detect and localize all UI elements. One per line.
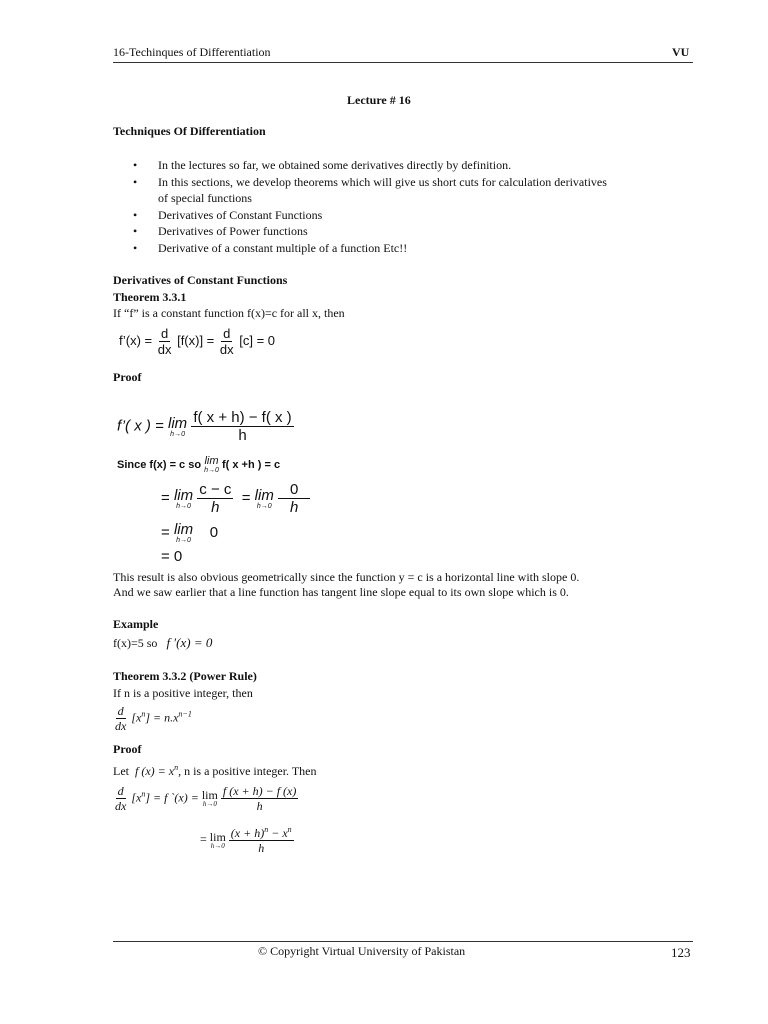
example-label: Example xyxy=(113,617,159,631)
proof-image: f’( x ) = lim h→0 $\frac{f( x + h) - f( x )}{h}$ Since f(x) = c so lim h→0 f( x +h ) = c = lim h→0 $\frac{c - c}{h}$ = lim h→0 $\frac{0}{h}$ = lim h→0 0 = 0 xyxy=(113,398,369,566)
power-proof-step-1: $\frac{d}{dx}$ $[x^n] = f$ `(x) = lim h→0 $\frac{f (x + h) - f (x)}{h}$ xyxy=(115,784,297,813)
theorem-332: Theorem 3.3.2 (Power Rule) xyxy=(113,669,257,683)
lecture-title: Lecture # 16 xyxy=(347,93,411,107)
header-rule xyxy=(113,62,693,63)
power-proof-step-2: = lim h→0 $\frac{(x + h)^n - x^n}{h}$ xyxy=(200,825,292,855)
running-header-vu: VU xyxy=(672,45,690,59)
footer-rule xyxy=(113,941,693,942)
theorem-331-statement: If “f” is a constant function f(x)=c for all x, then xyxy=(113,306,345,320)
result-text-line-2: And we saw earlier that a line function has tangent line slope equal to its own slope which is 0. xyxy=(113,585,569,599)
intro-bullet-list xyxy=(133,157,607,256)
page-number: 123 xyxy=(671,945,691,960)
power-rule-formula: $\frac{d}{dx}$ $[x^n] = n.x^{n-1}$ xyxy=(115,704,192,733)
constant-derivative-formula: f’(x) = $\frac{d}{dx}$ [f(x)] = $\frac{d}{dx}$ [c] = 0 xyxy=(119,326,276,357)
proof-label: Proof xyxy=(113,370,142,384)
theorem-332-statement: If n is a positive integer, then xyxy=(113,686,253,700)
example-text: f(x)=5 so f ′(x) = 0 xyxy=(113,635,213,650)
list-item: • Derivatives of Power functions xyxy=(133,223,607,240)
result-text-line-1: This result is also obvious geometrically since the function y = c is a horizontal line with slope 0. xyxy=(113,570,580,584)
running-header-title: 16-Techinques of Differentiation xyxy=(113,45,271,59)
power-proof-let: Let f $(x) = x^n$, n is a positive integer. Then xyxy=(113,763,317,778)
list-item: • Derivative of a constant multiple of a function Etc!! xyxy=(133,240,607,257)
list-item: • In this sections, we develop theorems which will give us short cuts for calculation derivatives of special functions xyxy=(133,174,607,207)
power-proof-label: Proof xyxy=(113,742,142,756)
section-title: Techniques Of Differentiation xyxy=(113,124,266,138)
list-item: • Derivatives of Constant Functions xyxy=(133,207,607,224)
constant-heading: Derivatives of Constant Functions xyxy=(113,273,288,287)
theorem-331: Theorem 3.3.1 xyxy=(113,290,187,304)
list-item: • In the lectures so far, we obtained some derivatives directly by definition. xyxy=(133,157,607,174)
footer-copyright: © Copyright Virtual University of Pakistan xyxy=(258,944,466,958)
